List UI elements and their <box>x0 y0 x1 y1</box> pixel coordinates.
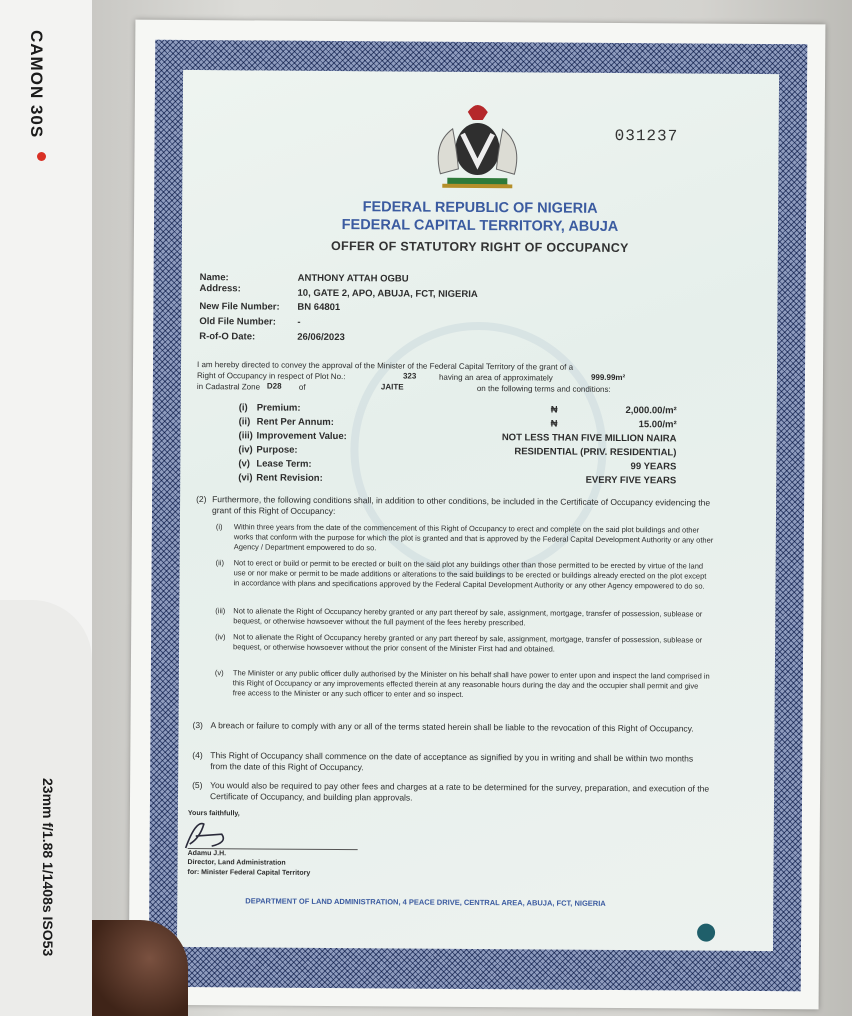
camera-settings-watermark <box>6 778 86 998</box>
camera-brand-text: CAMON 30S <box>27 30 46 139</box>
camera-dot-icon <box>37 152 46 161</box>
para3-num: (3) <box>192 720 203 731</box>
intro-line3c: on the following terms and conditions: <box>476 383 611 394</box>
coat-of-arms-icon <box>422 94 533 195</box>
para5-text: You would also be required to pay other fees and charges at a rate to be determined for the survey, preparation, and execution of the Certificate of Occupancy, and building plan approvals. <box>209 780 710 803</box>
closing: Yours faithfully, <box>187 809 240 818</box>
heading-offer: OFFER OF STATUTORY RIGHT OF OCCUPANCY <box>330 238 629 256</box>
term-num: (v) <box>238 458 251 470</box>
para2-num: (2) <box>196 494 207 505</box>
camera-brand-watermark <box>6 20 86 200</box>
para3-text: A breach or failure to comply with any or all of the terms stated herein shall be liable to the revocation of this Right of Occupancy. <box>210 720 694 734</box>
cadastral-zone: D28 <box>266 381 282 391</box>
condition-num: (i) <box>215 522 223 532</box>
para2-text: Furthermore, the following conditions shall, in addition to other conditions, be included in the Certificate of Occupancy evidencing the grant of this Right of Occupancy: <box>211 494 711 517</box>
certificate-paper <box>129 20 826 1010</box>
para4-num: (4) <box>192 750 203 761</box>
new-file-value: BN 64801 <box>297 301 341 314</box>
condition-text: The Minister or any public officer dully authorised by the Minister on his behalf shall have power to enter upon and inspect the land comprised in this Right of Occupancy or any improvements effected therein at any reasonable hours during the day and the occupier shall permit and give free access to the Minister or any such officer to enter and so inspect. <box>232 668 710 699</box>
term-label: Premium: <box>256 402 301 414</box>
condition-num: (iv) <box>215 632 226 642</box>
term-value: 2,000.00/m² <box>625 405 677 417</box>
condition-num: (iii) <box>215 606 226 616</box>
term-label: Rent Revision: <box>256 472 323 484</box>
para5-num: (5) <box>192 780 203 791</box>
new-file-label: New File Number: <box>199 301 280 313</box>
rofo-date-label: R-of-O Date: <box>199 331 256 343</box>
term-value: NOT LESS THAN FIVE MILLION NAIRA <box>501 432 677 445</box>
term-label: Purpose: <box>256 444 298 456</box>
term-value: 99 YEARS <box>630 461 677 473</box>
name-value: ANTHONY ATTAH OGBU <box>297 272 409 285</box>
footer-address: DEPARTMENT OF LAND ADMINISTRATION, 4 PEACE DRIVE, CENTRAL AREA, ABUJA, FCT, NIGERIA <box>245 896 606 908</box>
term-label: Improvement Value: <box>256 430 347 443</box>
term-currency: ₦ <box>550 418 558 430</box>
address-value: 10, GATE 2, APO, ABUJA, FCT, NIGERIA <box>297 287 478 300</box>
condition-text: Not to alienate the Right of Occupancy hereby granted or any part thereof by sale, assignment, mortgage, transfer of possession, sublease or bequest, or otherwise howsoever without the full payment of the fees hereby prescribed. <box>233 606 703 628</box>
plot-area: 999.99m² <box>590 372 626 383</box>
term-label: Lease Term: <box>256 458 312 470</box>
heading-fct: FEDERAL CAPITAL TERRITORY, ABUJA <box>341 217 619 235</box>
old-file-label: Old File Number: <box>199 316 276 328</box>
photo-left-margin <box>0 0 92 1016</box>
thumb <box>92 920 188 1016</box>
para4-text: This Right of Occupancy shall commence on the date of acceptance as signified by you in writing and shall be within two months from the date of this Right of Occupancy. <box>210 750 694 773</box>
camera-settings-text: 23mm f/1.88 1/1408s ISO53 <box>40 778 56 957</box>
condition-num: (v) <box>214 668 224 678</box>
term-value: EVERY FIVE YEARS <box>585 474 677 487</box>
plot-number: 323 <box>402 371 417 381</box>
term-num: (iii) <box>238 430 253 442</box>
security-seal-icon <box>697 924 715 942</box>
intro-line3a: in Cadastral Zone <box>196 382 261 392</box>
condition-text: Not to alienate the Right of Occupancy hereby granted or any part thereof by sale, assignment, mortgage, transfer of possession, sublease or bequest, or otherwise howsoever without the prior consent of the Minister First had and obtained. <box>233 632 703 654</box>
old-file-value: - <box>297 316 301 328</box>
certificate-body <box>177 70 779 951</box>
term-value: RESIDENTIAL (PRIV. RESIDENTIAL) <box>514 446 677 459</box>
intro-line3b: of <box>298 382 306 392</box>
heading-republic: FEDERAL REPUBLIC OF NIGERIA <box>362 199 598 217</box>
term-num: (ii) <box>238 416 251 428</box>
term-currency: ₦ <box>550 404 558 416</box>
signatory-title: Director, Land Administration <box>187 858 286 867</box>
intro-line2a: Right of Occupancy in respect of Plot No.: <box>196 371 346 382</box>
rofo-date-value: 26/06/2023 <box>297 331 345 344</box>
district-name: JAITE <box>380 382 404 392</box>
condition-text: Within three years from the date of the commencement of this Right of Occupancy to erect and complete on the said plot buildings and other works that conform with the purpose for which the plot is granted and that is approved by the Federal Capital Development Authority or any other Agency / Department empowered to do so. <box>233 522 714 553</box>
name-label: Name: <box>199 272 229 284</box>
intro-line1: I am hereby directed to convey the approval of the Minister of the Federal Capital Territory of the grant of a <box>197 360 574 372</box>
term-value: 15.00/m² <box>638 419 677 431</box>
term-num: (vi) <box>238 472 253 484</box>
term-num: (iv) <box>238 444 253 456</box>
condition-num: (ii) <box>215 558 225 568</box>
intro-line2b: having an area of approximately <box>438 372 553 383</box>
term-num: (i) <box>238 402 248 414</box>
signatory-for: for: Minister Federal Capital Territory <box>187 868 311 877</box>
term-label: Rent Per Annum: <box>256 416 334 428</box>
signatory-name: Adamu J.H. <box>188 848 358 858</box>
address-label: Address: <box>199 283 241 295</box>
condition-text: Not to erect or build or permit to be erected or built on the said plot any buildings other than those permitted to be erected by virtue of the land use or nor make or permit to be made additions or alterations to the said buildings to be erected or buildings already erected on the plot except in accordance with plans and specifications approved by the Federal Capital Development Authority or any other Agency empowered to do so. <box>233 558 707 591</box>
serial-number: 031237 <box>614 126 679 146</box>
